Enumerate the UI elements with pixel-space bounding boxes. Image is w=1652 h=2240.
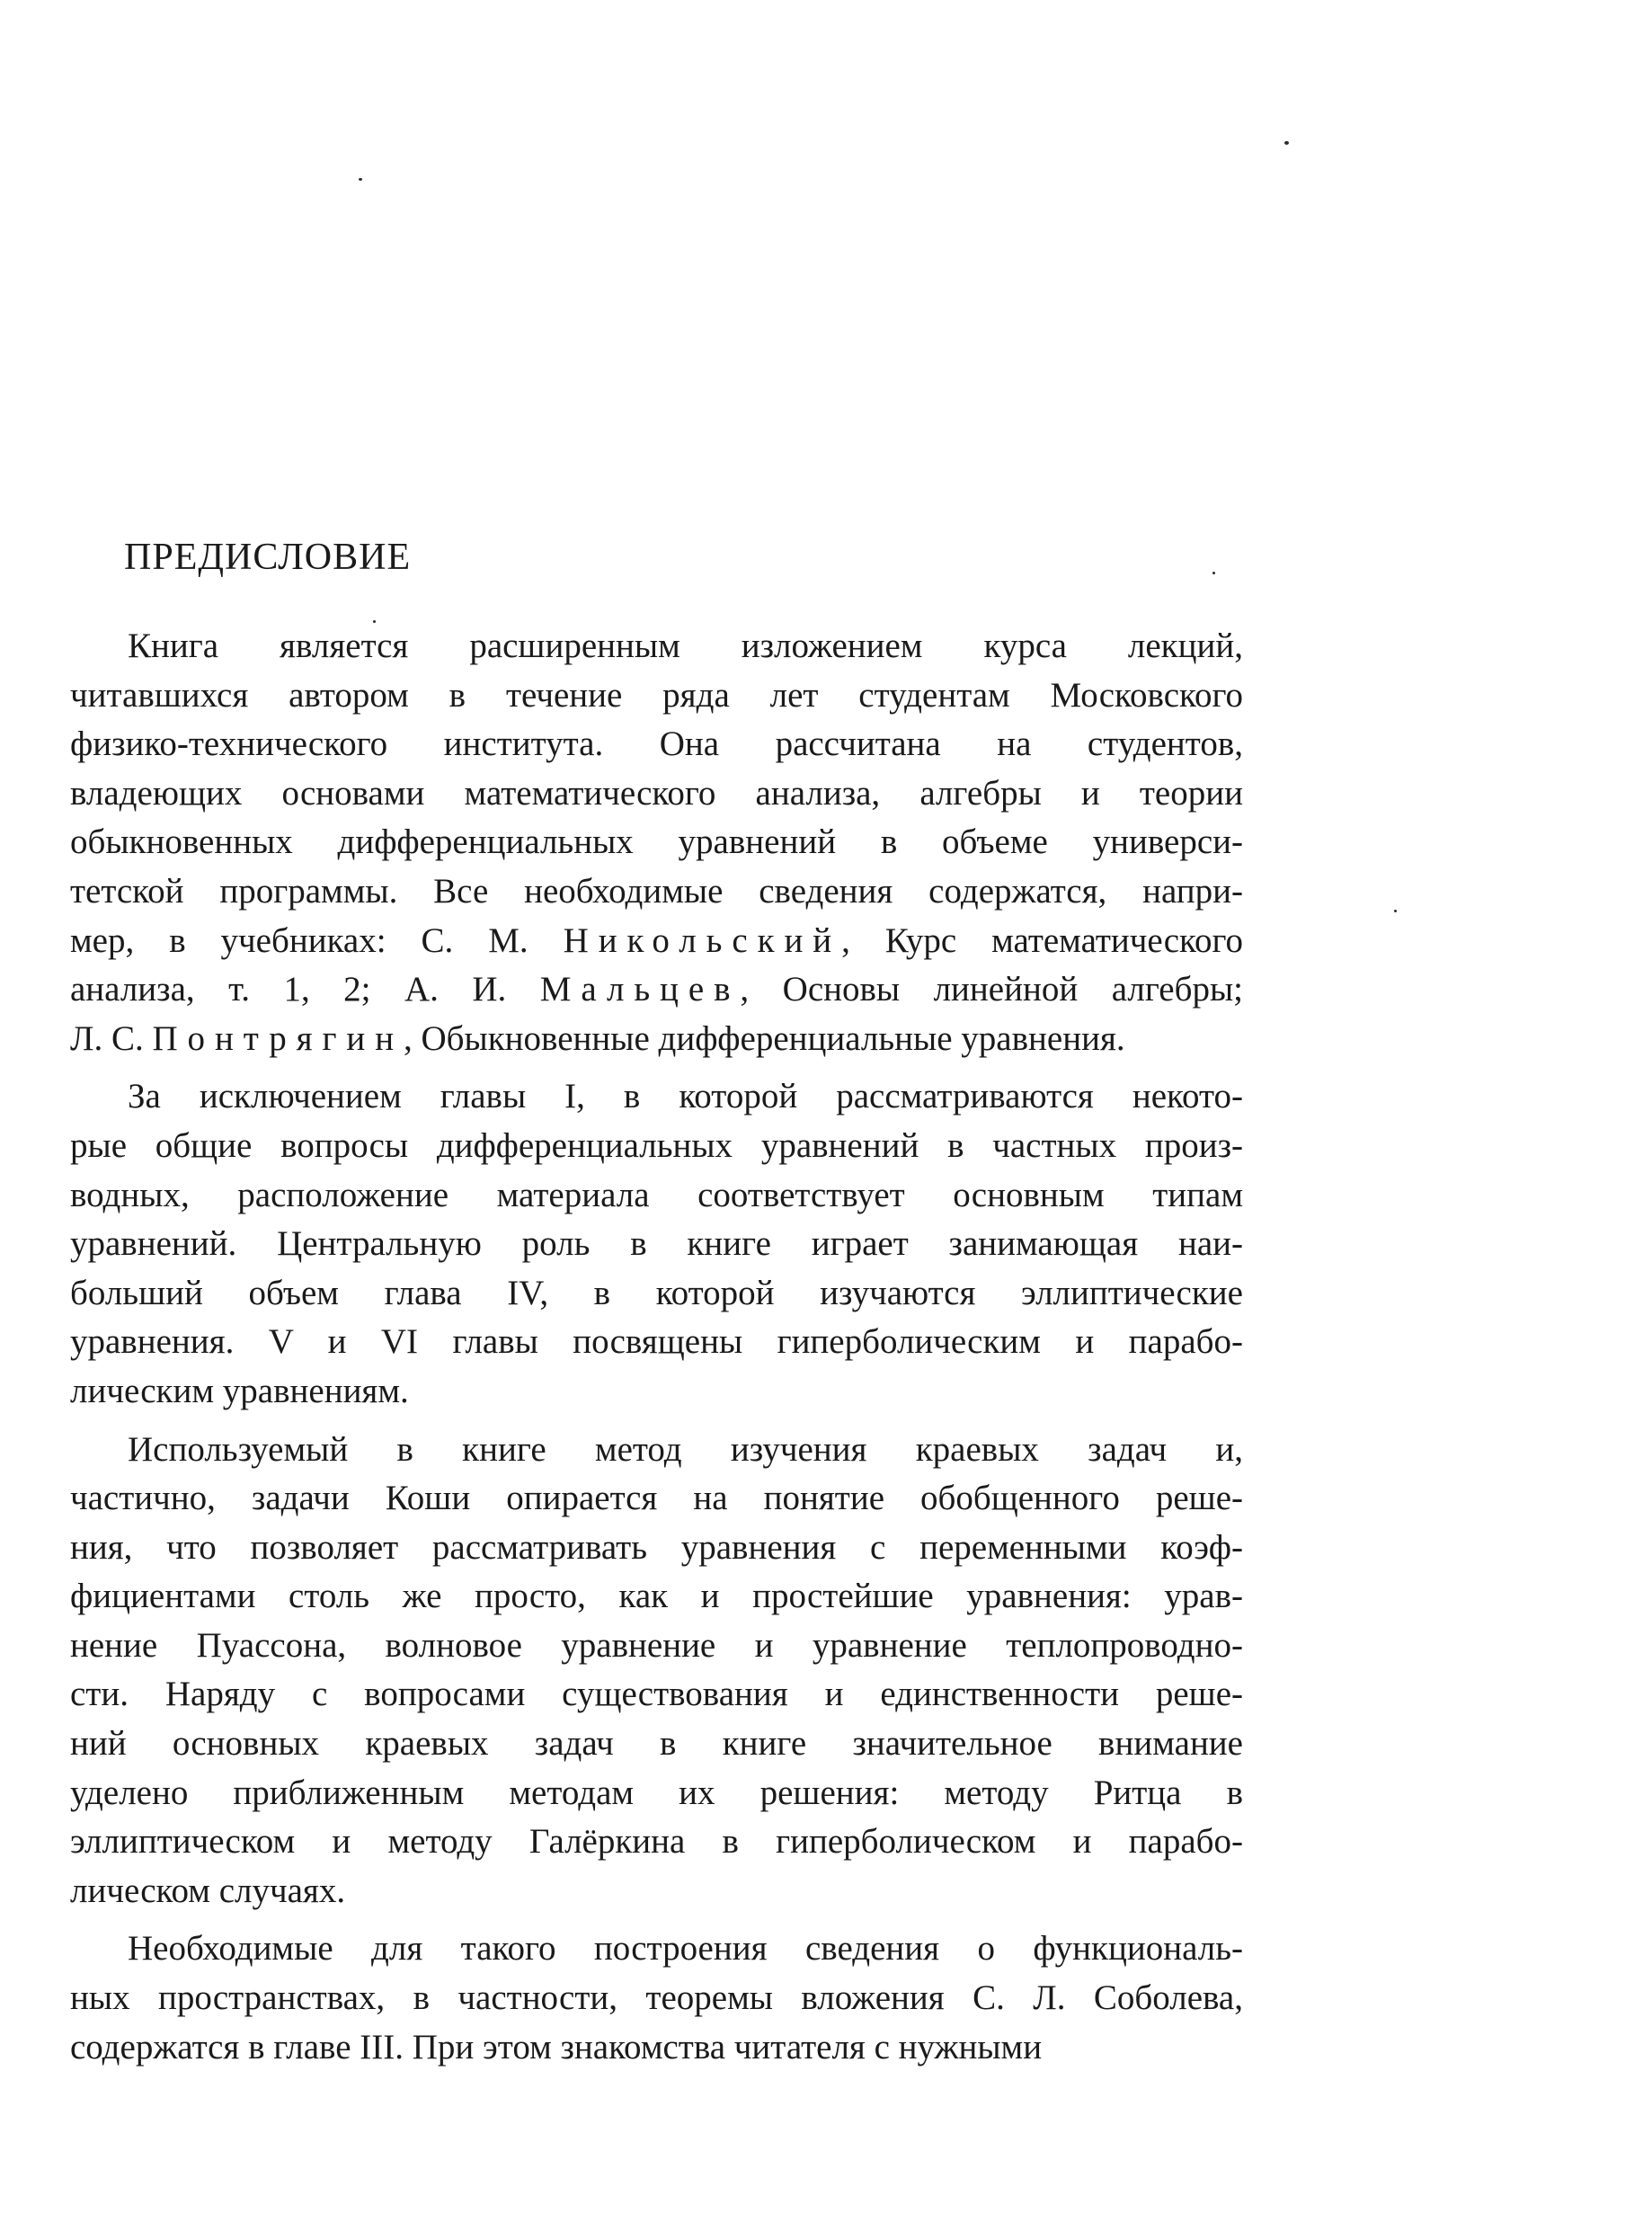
paragraph xyxy=(70,622,1243,1063)
text-line xyxy=(70,769,1243,819)
text-segment: Необходимые для такого построения сведения о функциональ- xyxy=(128,1929,1243,1969)
text-segment: ных пространствах, в частности, теоремы вложения С. Л. Соболева, xyxy=(70,1978,1243,2018)
text-line xyxy=(70,965,1243,1015)
text-segment: тетской программы. Все необходимые сведения содержатся, напри- xyxy=(70,871,1243,911)
scan-speck xyxy=(1284,141,1289,145)
text-line xyxy=(70,1474,1243,1524)
text-line xyxy=(70,1572,1243,1622)
text-segment: Книга является расширенным изложением курса лекций, xyxy=(128,627,1243,665)
text-line xyxy=(70,1974,1243,2023)
text-line xyxy=(70,818,1243,867)
text-segment: водных, расположение материала соответствует основным типам xyxy=(70,1175,1243,1214)
text-segment: уравнений. Центральную роль в книге играет занимающая наи- xyxy=(70,1224,1243,1264)
text-segment: Л. С. xyxy=(70,1018,153,1058)
text-segment: рые общие вопросы дифференциальных уравнений в частных произ- xyxy=(70,1125,1243,1165)
text-line xyxy=(70,1171,1243,1221)
text-line xyxy=(70,1318,1243,1367)
text-line xyxy=(70,1769,1243,1818)
text-segment: содержатся в главе III. При этом знакомства читателя с нужными xyxy=(70,2027,1043,2067)
text-line xyxy=(70,1269,1243,1319)
text-line xyxy=(70,1670,1243,1720)
text-line xyxy=(70,720,1243,769)
scan-speck xyxy=(1212,572,1215,574)
text-segment: эллиптическом и методу Галёркина в гиперболическом и парабо- xyxy=(70,1822,1243,1862)
paragraph xyxy=(70,1924,1243,2072)
paragraph xyxy=(70,1426,1243,1916)
text-line xyxy=(70,867,1243,917)
text-line xyxy=(70,1720,1243,1769)
text-line xyxy=(70,1122,1243,1171)
text-line xyxy=(70,1924,1243,1974)
text-segment: уделено приближенным методам их решения: методу Ритца в xyxy=(70,1773,1243,1812)
text-segment: уравнения. V и VI главы посвящены гиперболическим и парабо- xyxy=(70,1322,1243,1362)
text-segment: владеющих основами математического анализа, алгебры и теории xyxy=(70,773,1243,813)
text-segment: ния, что позволяет рассматривать уравнения с переменными коэф- xyxy=(70,1527,1243,1567)
text-segment: мер, в учебниках: С. М. xyxy=(70,920,564,960)
text-line xyxy=(70,622,1243,671)
text-line xyxy=(70,1867,1243,1916)
text-segment: лическом случаях. xyxy=(70,1871,346,1910)
scan-speck xyxy=(359,178,362,181)
text-segment: больший объем глава IV, в которой изучаются эллиптические xyxy=(70,1273,1243,1312)
paragraph xyxy=(70,1072,1243,1416)
text-line xyxy=(70,917,1243,966)
text-line xyxy=(70,1818,1243,1867)
text-segment: фициентами столь же просто, как и простейшие уравнения: урав- xyxy=(70,1577,1243,1616)
text-segment: частично, задачи Коши опирается на понятие обобщенного реше- xyxy=(70,1479,1243,1518)
text-segment: лическим уравнениям. xyxy=(70,1371,409,1410)
text-segment: обыкновенных дифференциальных уравнений в объеме универси- xyxy=(70,822,1243,862)
text-segment: За исключением главы I, в которой рассматриваются некото- xyxy=(128,1077,1243,1116)
text-segment: читавшихся автором в течение ряда лет студентам Московского xyxy=(70,675,1243,715)
text-segment: ний основных краевых задач в книге значительное внимание xyxy=(70,1724,1243,1764)
text-line xyxy=(70,1072,1243,1122)
text-segment: , Обыкновенные дифференциальные уравнения. xyxy=(403,1018,1125,1058)
text-segment: Используемый в книге метод изучения краевых задач и, xyxy=(128,1429,1243,1469)
scan-speck xyxy=(1394,910,1397,912)
text-segment: нение Пуассона, волновое уравнение и уравнение теплопроводно- xyxy=(70,1625,1243,1665)
author-name: Мальцев xyxy=(539,970,741,1009)
page-title: ПРЕДИСЛОВИЕ xyxy=(124,537,412,578)
preface-body xyxy=(70,622,1243,2081)
author-name: Никольский xyxy=(563,920,842,960)
text-line xyxy=(70,1015,1243,1064)
text-line xyxy=(70,1220,1243,1269)
text-segment: сти. Наряду с вопросами существования и единственности реше- xyxy=(70,1675,1243,1714)
author-name: Понтрягин xyxy=(152,1018,404,1058)
text-line xyxy=(70,1622,1243,1671)
text-line xyxy=(70,1524,1243,1573)
text-segment: анализа, т. 1, 2; А. И. xyxy=(70,970,540,1009)
text-line xyxy=(70,2023,1243,2073)
text-line xyxy=(70,671,1243,721)
text-segment: , Курс математического xyxy=(841,920,1243,960)
text-segment: , Основы линейной алгебры; xyxy=(740,970,1243,1009)
text-line xyxy=(70,1426,1243,1475)
text-line xyxy=(70,1367,1243,1417)
text-segment: физико-технического института. Она рассчитана на студентов, xyxy=(70,724,1243,764)
